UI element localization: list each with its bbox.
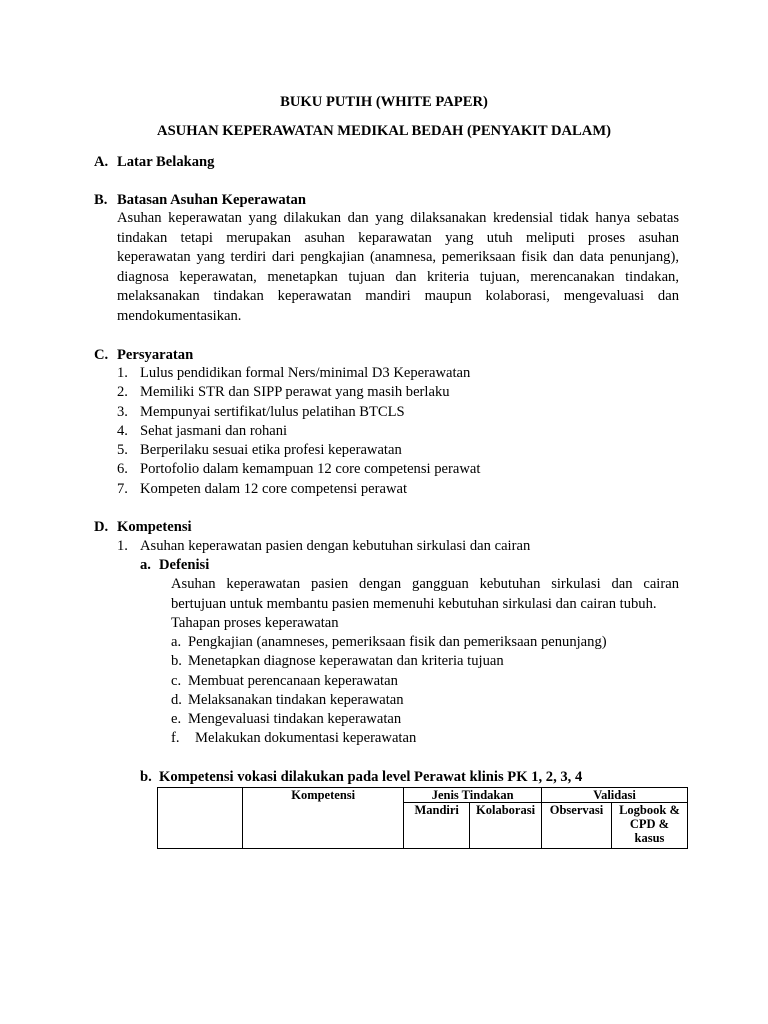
list-item: b. Menetapkan diagnose keperawatan dan kriteria tujuan (171, 653, 504, 670)
list-item: e. Mengevaluasi tindakan keperawatan (171, 711, 402, 728)
table-header-kolaborasi: Kolaborasi (470, 803, 542, 849)
section-c-heading (94, 346, 193, 365)
process-steps-list (171, 633, 607, 749)
subsection-letter: a. (140, 557, 151, 573)
competency-list (117, 537, 530, 556)
subsection-title: Defenisi (159, 557, 210, 573)
subsection-letter: b. (140, 769, 152, 785)
kompetensi-vokasi-heading (140, 768, 582, 787)
section-a-heading (94, 153, 214, 172)
paragraph-line: diagnosa keperawatan, menetapkan tujuan dan kriteria tujuan, merencanakan tindakan, (117, 268, 679, 285)
table-header-logbook: Logbook & CPD & kasus (611, 803, 687, 849)
document-subtitle: ASUHAN KEPERAWATAN MEDIKAL BEDAH (PENYAKIT DALAM) (157, 123, 611, 139)
list-item: 4. Sehat jasmani dan rohani (117, 422, 288, 439)
table-header-validasi: Validasi (542, 788, 688, 803)
section-title: Kompetensi (117, 519, 192, 535)
section-letter: C. (94, 347, 109, 363)
section-b-paragraph (117, 209, 679, 326)
defenisi-heading (140, 556, 209, 575)
paragraph-line: tindakan tetapi merupakan asuhan keparawatan yang utuh meliputi proses asuhan (117, 229, 679, 246)
document-title: BUKU PUTIH (WHITE PAPER) (280, 94, 488, 110)
paragraph-line: mendokumentasikan. (117, 307, 242, 324)
list-item: d. Melaksanakan tindakan keperawatan (171, 691, 404, 708)
list-item: 1. Asuhan keperawatan pasien dengan kebutuhan sirkulasi dan cairan (117, 538, 531, 554)
requirements-list (117, 364, 480, 499)
table-cell-empty (158, 788, 243, 849)
list-item: 3. Mempunyai sertifikat/lulus pelatihan BTCLS (117, 403, 405, 420)
list-item: c. Membuat perencanaan keperawatan (171, 672, 398, 689)
section-d-heading (94, 518, 192, 537)
list-item: 6. Portofolio dalam kemampuan 12 core competensi perawat (117, 461, 481, 478)
competency-table (157, 787, 688, 849)
list-item: 7. Kompeten dalam 12 core competensi perawat (117, 480, 408, 497)
table-header-observasi: Observasi (542, 803, 612, 849)
list-item: 2. Memiliki STR dan SIPP perawat yang masih berlaku (117, 384, 450, 401)
paragraph-line: Asuhan keperawatan pasien dengan gangguan kebutuhan sirkulasi dan cairan (171, 576, 679, 592)
section-letter: D. (94, 519, 109, 535)
section-title: Latar Belakang (117, 154, 215, 170)
table-header-row (158, 788, 688, 803)
list-item: 1. Lulus pendidikan formal Ners/minimal D3 Keperawatan (117, 365, 471, 381)
list-item: a. Pengkajian (anamneses, pemeriksaan fisik dan pemeriksaan penunjang) (171, 634, 607, 650)
list-item: f. Melakukan dokumentasi keperawatan (171, 730, 417, 747)
section-letter: A. (94, 154, 109, 170)
section-b-heading (94, 191, 306, 210)
table-header-mandiri: Mandiri (404, 803, 470, 849)
paragraph-line: Asuhan keperawatan yang dilakukan dan yang dilaksanakan kredensial tidak hanya sebatas (117, 210, 679, 226)
table-header-jenis-tindakan: Jenis Tindakan (404, 788, 542, 803)
paragraph-line: Tahapan proses keperawatan (171, 615, 339, 631)
section-letter: B. (94, 192, 108, 208)
section-title: Batasan Asuhan Keperawatan (117, 192, 306, 208)
paragraph-line: melaksanakan tindakan keperawatan mandiri maupun kolaborasi, mengevaluasi dan (117, 288, 679, 304)
defenisi-paragraph (171, 575, 679, 634)
section-title: Persyaratan (117, 347, 194, 363)
paragraph-line: bertujuan untuk membantu pasien memenuhi kebutuhan sirkulasi dan cairan tubuh. (171, 595, 657, 612)
list-item: 5. Berperilaku sesuai etika profesi keperawatan (117, 442, 402, 459)
paragraph-line: keperawatan yang terdiri dari pengkajian (anamnesa, pemeriksaan fisik dan data penunjang), (117, 249, 679, 265)
table-header-kompetensi: Kompetensi (243, 788, 404, 849)
subsection-title: Kompetensi vokasi dilakukan pada level Perawat klinis PK 1, 2, 3, 4 (159, 769, 583, 785)
